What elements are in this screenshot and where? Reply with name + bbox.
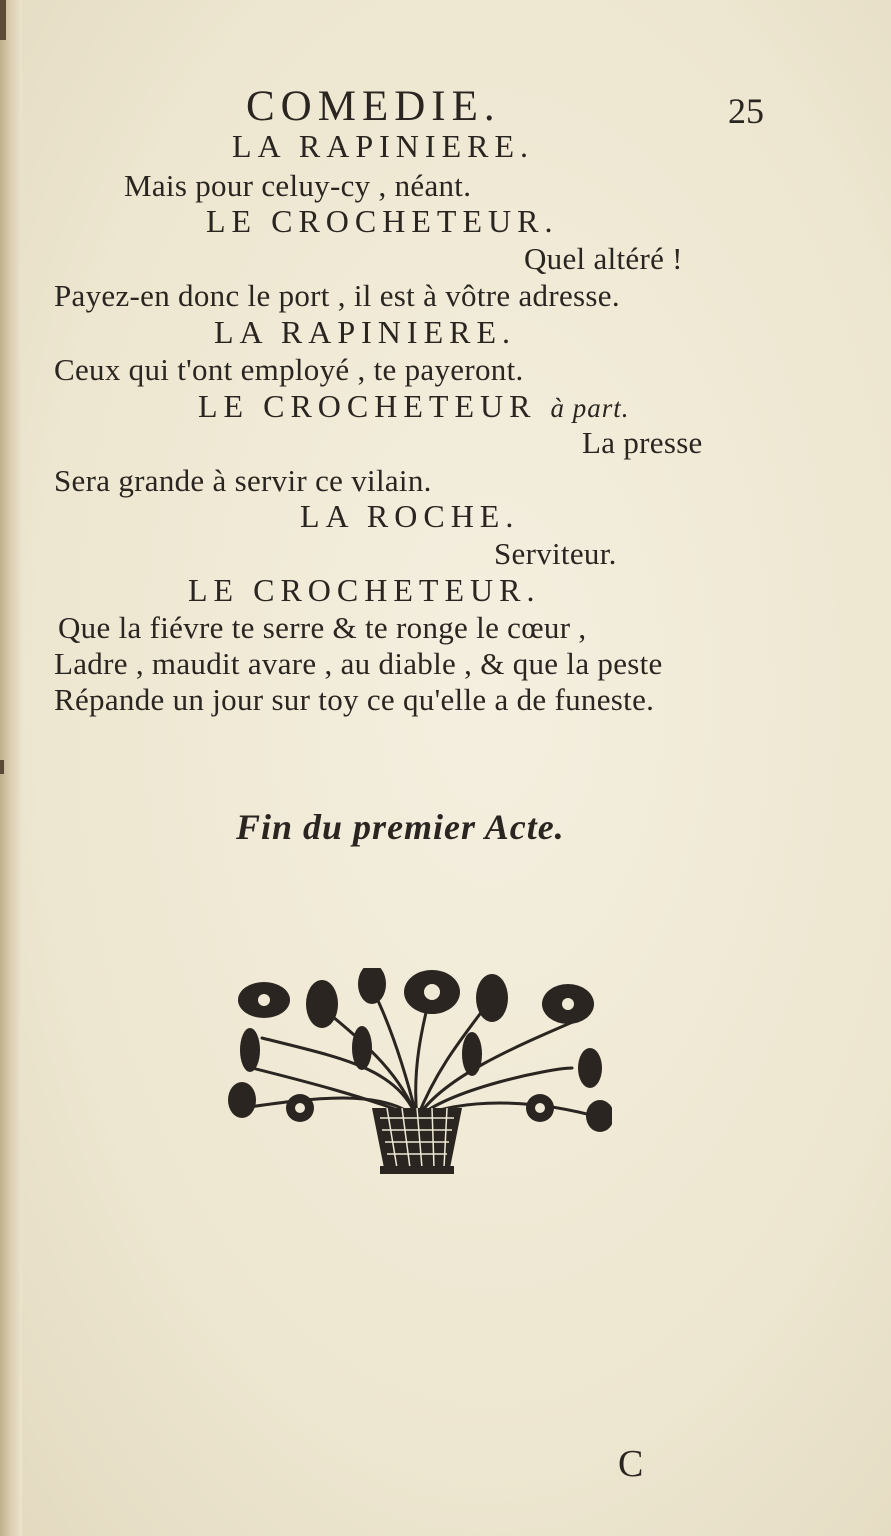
verse-line: Répande un jour sur toy ce qu'elle a de funeste. — [54, 682, 655, 717]
signature-mark: C — [618, 1443, 644, 1485]
verse-line: La presse — [582, 425, 703, 460]
flower-basket-ornament-icon — [222, 968, 612, 1183]
speaker-name-text: LE CROCHETEUR — [198, 388, 537, 424]
verse-line: Payez-en donc le port , il est à vôtre adresse. — [54, 278, 620, 313]
verse-line: Quel altéré ! — [524, 241, 683, 276]
binding-mark — [0, 0, 6, 40]
verse-line: Que la fiévre te serre & te ronge le cœur , — [58, 610, 587, 645]
speaker-name: LE CROCHETEUR. — [206, 203, 559, 239]
verse-line: Sera grande à servir ce vilain. — [54, 463, 432, 498]
running-header-title: COMEDIE. — [246, 83, 501, 130]
speaker-name: LA RAPINIERE. — [214, 314, 516, 350]
speaker-name: LA RAPINIERE. — [232, 128, 534, 164]
speaker-name: LE CROCHETEUR. — [188, 572, 541, 608]
verse-line: Ceux qui t'ont employé , te payeront. — [54, 352, 524, 387]
stage-direction: à part. — [550, 393, 630, 423]
speaker-name — [198, 388, 629, 425]
verse-line: Serviteur. — [494, 536, 617, 571]
binding-mark — [0, 760, 4, 774]
verse-line: Mais pour celuy-cy , néant. — [124, 168, 472, 203]
act-end-note: Fin du premier Acte. — [236, 807, 565, 847]
speaker-name: LA ROCHE. — [300, 498, 520, 534]
page-number: 25 — [728, 91, 764, 131]
verse-line: Ladre , maudit avare , au diable , & que la peste — [54, 646, 663, 681]
